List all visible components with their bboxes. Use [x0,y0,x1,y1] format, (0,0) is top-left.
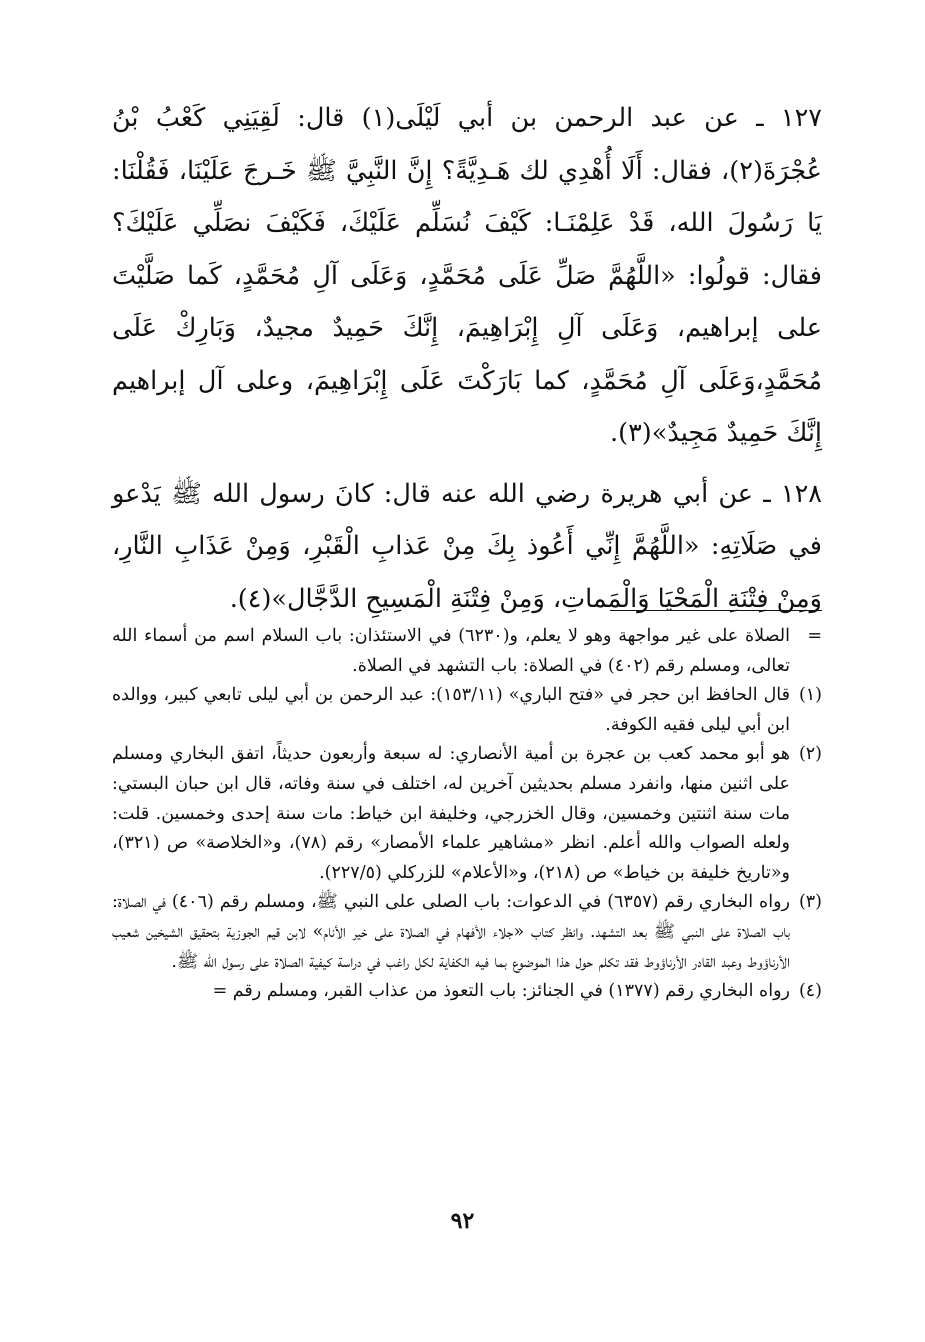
footnote-text: رواه البخاري رقم (١٣٧٧) في الجنائز: باب التعوذ من عذاب القبر، ومسلم رقم = [212,981,790,1002]
footnote-text: رواه البخاري رقم (٦٣٥٧) في الدعوات: باب الصلى على النبي ﷺ، ومسلم رقم (٤٠٦) في الصلاة: باب الصلاة على النبي ﷺ بعد التشهد. وانظر كتاب «جلاء الأفهام في الصلاة على خير الأنام» لابن قيم الجوزية بتحقيق الشيخين شعيب الأرناؤوط وعبد القادر الأرناؤوط فقد تكلم حول هذا الموضوع بما فيه الكفاية لكل راغب في دراسة كيفية الصلاة على رسول الله ﷺ. [112,892,790,972]
footnote-marker: (٢) [798,744,822,765]
footnote-3 [112,888,822,977]
footnote-separator-line [610,610,822,611]
footnote-marker: (٣) [798,892,822,913]
footnote-text: هو أبو محمد كعب بن عجرة بن أمية الأنصاري: له سبعة وأربعون حديثاً، اتفق البخاري ومسلم على اثنين منها، وانفرد مسلم بحديثين آخرين له، اختلف في سنة وفاته، قال ابن حبان البستي: مات سنة اثنتين وخمسين، وقال الخزرجي، وخليفة ابن خياط: مات سنة إحدى وخمسين. قلت: ولعله الصواب والله أعلم. انظر «مشاهير علماء الأمصار» رقم (٧٨)، و«الخلاصة» ص (٣٢١)، و«تاريخ خليفة بن خياط» ص (٢١٨)، و«الأعلام» للزركلي (٢٢٧/٥). [112,744,791,883]
footnote-text: قال الحافظ ابن حجر في «فتح الباري» (١٥٣/١١): عبد الرحمن بن أبي ليلى تابعي كبير، ووالده ابن أبي ليلى فقيه الكوفة. [112,685,790,735]
footnote-marker: (٤) [798,981,822,1002]
page-number: ٩٢ [450,1208,475,1234]
footnotes-section [112,622,822,1007]
footnote-continuation [112,622,822,681]
hadith-128-paragraph: ١٢٨ ـ عن أبي هريرة رضي الله عنه قال: كانَ رسول الله ﷺ يَدْعو في صَلَاتِهِ: «اللَّهُمَّ إِنِّي أَعُوذ بِكَ مِنْ عَذابِ الْقَبْرِ، وَمِنْ عَذَابِ النَّارِ، وَمِنْ فِتْنَةِ الْمَحْيَا وَالْمَماتِ، وَمِنْ فِتْنَةِ الْمَسِيحِ الدَّجَّال»(٤). [112,478,822,614]
footnote-marker: = [807,626,822,646]
footnote-4 [112,977,822,1007]
footnote-1 [112,681,822,740]
main-text [112,92,822,625]
hadith-127-paragraph: ١٢٧ ـ عن عبد الرحمن بن أبي لَيْلَى(١) قال: لَقِيَنِي كَعْبُ بْنُ عُجْرَةَ(٢)، فقال: أَلَا أُهْدِي لك هَـدِيَّةً؟ إِنَّ النَّبِيَّ ﷺ خَـرجَ عَلَيْنَا، فَقُلْنَا: يَا رَسُولَ الله، قَدْ عَلِمْنَـا: كَيْفَ نُسَلِّم عَلَيْكَ، فَكَيْفَ نصَلِّي عَلَيْكَ؟ فقال: قولُوا: «اللَّهُمَّ صَلِّ عَلَى مُحَمَّدٍ، وَعَلَى آلِ مُحَمَّدٍ، كَما صَلَّيْتَ على إبراهيم، وَعَلَى آلِ إِبْرَاهِيمَ، إِنَّكَ حَمِيدٌ مجيدٌ، وَبَارِكْ عَلَى مُحَمَّدٍ،وَعَلَى آلِ مُحَمَّدٍ، كما بَارَكْتَ عَلَى إِبْرَاهِيمَ، وعلى آل إبراهيم إِنَّكَ حَمِيدٌ مَجِيدٌ»(٣). [112,103,822,448]
footnote-2 [112,740,822,888]
footnote-marker: (١) [798,685,822,706]
footnote-text: الصلاة على غير مواجهة وهو لا يعلم، و(٦٢٣٠) في الاستئذان: باب السلام اسم من أسماء الله تعالى، ومسلم رقم (٤٠٢) في الصلاة: باب التشهد في الصلاة. [112,626,790,676]
